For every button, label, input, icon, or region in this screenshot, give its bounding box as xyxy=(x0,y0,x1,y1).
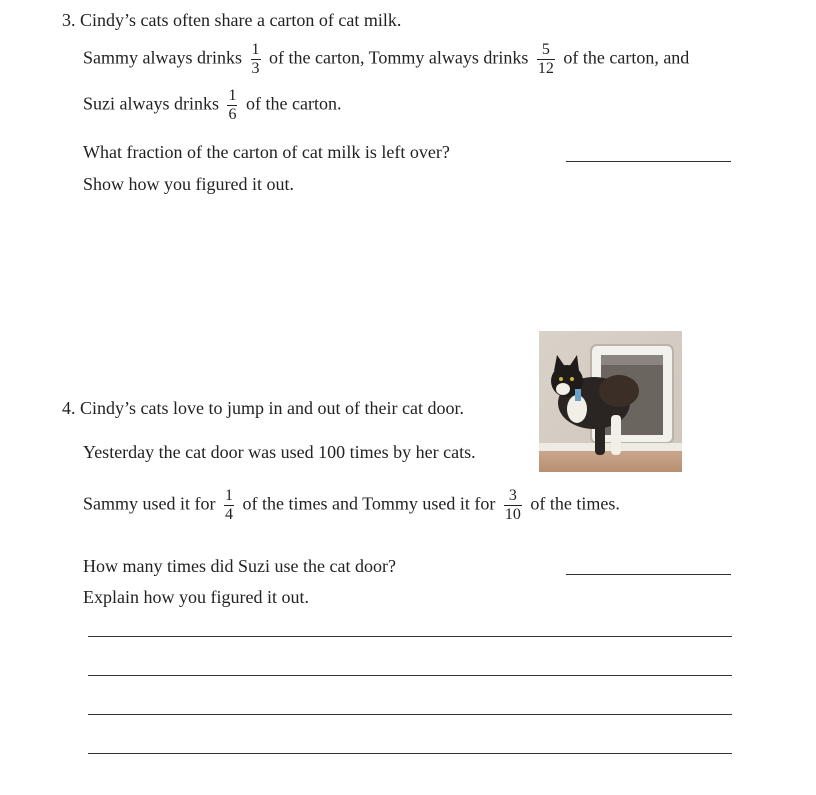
explanation-line-4[interactable] xyxy=(88,753,732,754)
fraction-denominator: 3 xyxy=(251,60,260,77)
q3-stem xyxy=(62,10,401,31)
q4-tommy-text: of the times and Tommy used it for xyxy=(242,493,496,514)
q4-stem xyxy=(62,398,464,419)
q3-question: What fraction of the carton of cat milk is left over? xyxy=(83,142,450,162)
fraction-numerator: 3 xyxy=(504,488,522,506)
fraction-denominator: 6 xyxy=(228,106,237,123)
fraction-denominator: 12 xyxy=(537,60,554,77)
q4-stem-text: Cindy’s cats love to jump in and out of their cat door. xyxy=(80,398,464,418)
q4-sammy-fraction xyxy=(224,488,234,523)
q4-info: Yesterday the cat door was used 100 times by her cats. xyxy=(83,442,476,462)
q4-question: How many times did Suzi use the cat door? xyxy=(83,556,396,576)
q3-line1 xyxy=(83,42,689,77)
q3-number: 3. xyxy=(62,10,76,30)
fraction-numerator: 1 xyxy=(251,41,260,58)
explanation-line-2[interactable] xyxy=(88,675,732,676)
q4-number: 4. xyxy=(62,398,76,418)
q3-line2 xyxy=(83,88,341,123)
explanation-line-3[interactable] xyxy=(88,714,732,715)
q4-line-end: of the times. xyxy=(530,493,620,514)
fraction-numerator: 5 xyxy=(537,42,555,60)
q3-line2-end: of the carton. xyxy=(245,93,342,114)
explanation-line-1[interactable] xyxy=(88,636,732,637)
q3-tommy-text: of the carton, Tommy always drinks xyxy=(269,47,529,68)
q3-answer-line[interactable] xyxy=(566,161,731,162)
q3-stem-text: Cindy’s cats often share a carton of cat milk. xyxy=(80,10,402,30)
q3-suzi-text: Suzi always drinks xyxy=(83,93,219,114)
fraction-denominator: 4 xyxy=(225,506,233,523)
q4-tommy-fraction xyxy=(504,488,522,523)
q4-instruction: Explain how you figured it out. xyxy=(83,587,309,607)
q3-suzi-fraction xyxy=(227,88,237,123)
q3-instruction: Show how you figured it out. xyxy=(83,174,294,194)
fraction-denominator: 10 xyxy=(504,506,521,523)
q4-fractions-line xyxy=(83,488,620,523)
fraction-numerator: 1 xyxy=(228,87,237,104)
q4-sammy-text: Sammy used it for xyxy=(83,493,216,514)
q3-tommy-fraction xyxy=(537,42,555,77)
q3-sammy-text: Sammy always drinks xyxy=(83,47,242,68)
fraction-numerator: 1 xyxy=(225,487,233,504)
q3-line1-end: of the carton, and xyxy=(563,47,690,68)
q4-answer-line[interactable] xyxy=(566,574,731,575)
q3-sammy-fraction xyxy=(251,42,261,77)
cat-in-cat-door-photo xyxy=(539,331,682,472)
